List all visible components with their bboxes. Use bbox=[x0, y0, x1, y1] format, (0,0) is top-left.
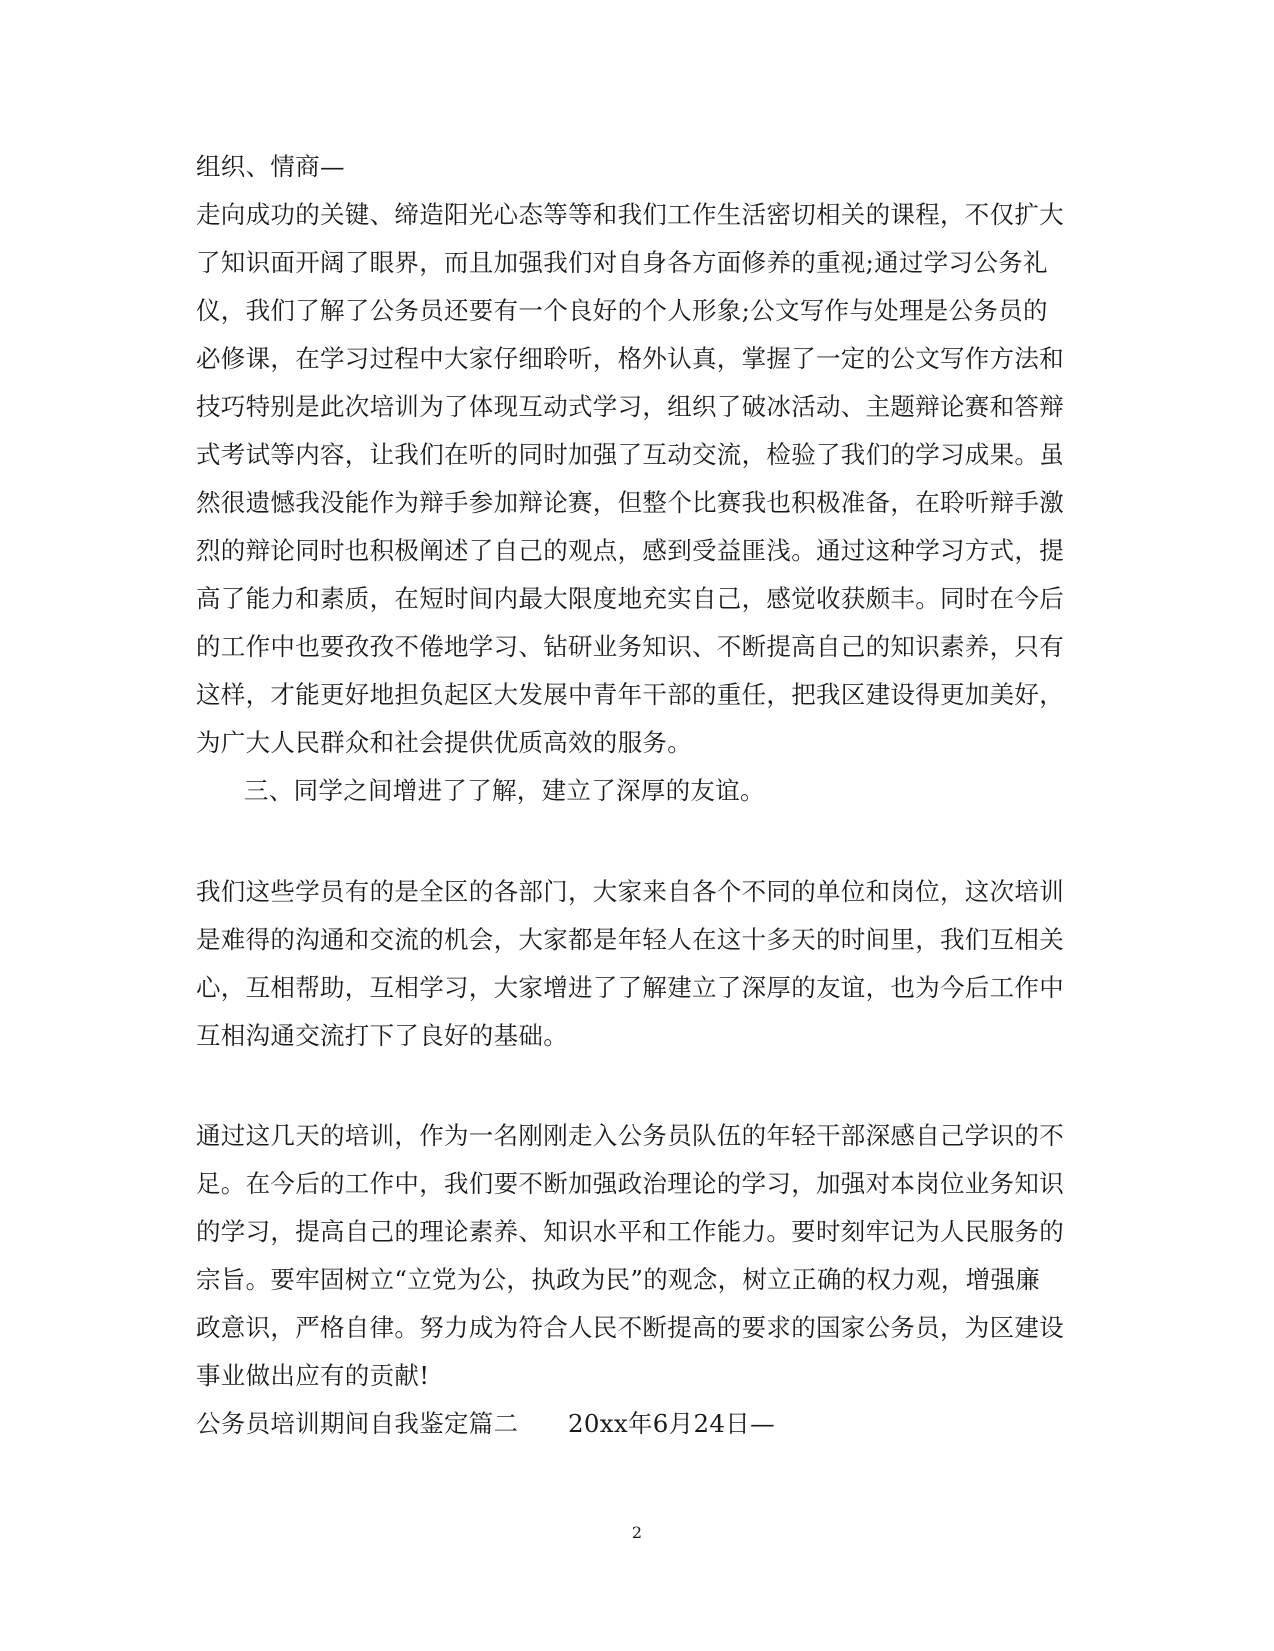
text-line: 必修课，在学习过程中大家仔细聆听，格外认真，掌握了一定的公文写作方法和 bbox=[196, 344, 1064, 373]
text-line: 仪，我们了解了公务员还要有一个良好的个人形象;公文写作与处理是公务员的 bbox=[196, 296, 1048, 325]
text-line: 互相沟通交流打下了良好的基础。 bbox=[196, 1021, 568, 1050]
text-line: 技巧特别是此次培训为了体现互动式学习，组织了破冰活动、主题辩论赛和答辩 bbox=[196, 392, 1064, 421]
text-line: 烈的辩论同时也积极阐述了自己的观点，感到受益匪浅。通过这种学习方式，提 bbox=[196, 536, 1064, 565]
text-line: 公务员培训期间自我鉴定篇二 20xx年6月24日— bbox=[196, 1409, 775, 1438]
text-line: 的工作中也要孜孜不倦地学习、钻研业务知识、不断提高自己的知识素养，只有 bbox=[196, 632, 1064, 661]
text-line: 通过这几天的培训，作为一名刚刚走入公务员队伍的年轻干部深感自己学识的不 bbox=[196, 1121, 1064, 1150]
text-line: 走向成功的关键、缔造阳光心态等等和我们工作生活密切相关的课程，不仅扩大 bbox=[196, 200, 1064, 229]
text-line: 是难得的沟通和交流的机会，大家都是年轻人在这十多天的时间里，我们互相关 bbox=[196, 925, 1064, 954]
text-line: 这样，才能更好地担负起区大发展中青年干部的重任，把我区建设得更加美好， bbox=[196, 680, 1064, 709]
text-line: 式考试等内容，让我们在听的同时加强了互动交流，检验了我们的学习成果。虽 bbox=[196, 440, 1064, 469]
text-line: 的学习，提高自己的理论素养、知识水平和工作能力。要时刻牢记为人民服务的 bbox=[196, 1217, 1064, 1246]
text-line: 组织、情商— bbox=[196, 152, 345, 181]
text-line: 足。在今后的工作中，我们要不断加强政治理论的学习，加强对本岗位业务知识 bbox=[196, 1169, 1064, 1198]
text-line: 政意识，严格自律。努力成为符合人民不断提高的要求的国家公务员，为区建设 bbox=[196, 1313, 1064, 1342]
text-line: 心，互相帮助，互相学习，大家增进了了解建立了深厚的友谊，也为今后工作中 bbox=[196, 973, 1064, 1002]
text-line: 宗旨。要牢固树立“立党为公，执政为民”的观念，树立正确的权力观，增强廉 bbox=[196, 1265, 1041, 1294]
text-line: 为广大人民群众和社会提供优质高效的服务。 bbox=[196, 728, 692, 757]
text-line: 然很遗憾我没能作为辩手参加辩论赛，但整个比赛我也积极准备，在聆听辩手激 bbox=[196, 488, 1064, 517]
text-line: 了知识面开阔了眼界，而且加强我们对自身各方面修养的重视;通过学习公务礼 bbox=[196, 248, 1048, 277]
page-number: 2 bbox=[631, 1523, 643, 1542]
text-line: 事业做出应有的贡献! bbox=[196, 1361, 430, 1390]
section-heading: 三、同学之间增进了了解，建立了深厚的友谊。 bbox=[244, 776, 765, 805]
text-line: 我们这些学员有的是全区的各部门，大家来自各个不同的单位和岗位，这次培训 bbox=[196, 877, 1064, 906]
text-line: 高了能力和素质，在短时间内最大限度地充实自己，感觉收获颇丰。同时在今后 bbox=[196, 584, 1064, 613]
